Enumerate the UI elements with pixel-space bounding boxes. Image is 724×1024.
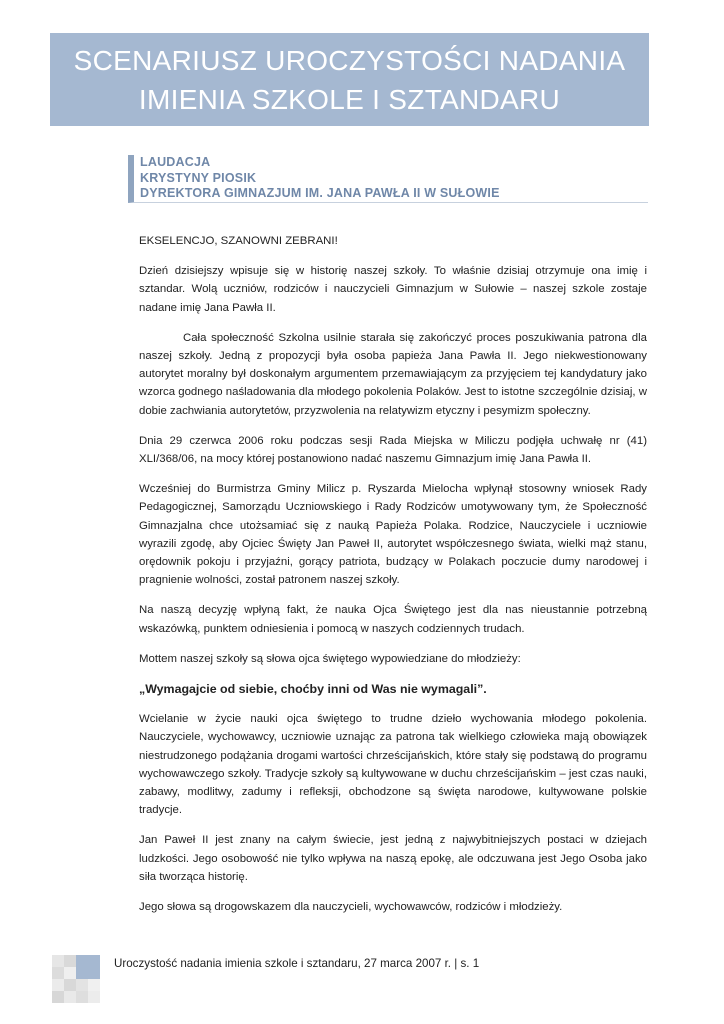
subtitle-author: KRYSTYNY PIOSIK	[140, 170, 257, 185]
subtitle-position: DYREKTORA GIMNAZJUM IM. JANA PAWŁA II W SUŁOWIE	[140, 186, 500, 200]
title-line-2: IMIENIA SZKOLE I SZTANDARU	[138, 83, 561, 115]
document-body	[139, 232, 647, 928]
paragraph-4: Wcześniej do Burmistrza Gminy Milicz p. Ryszarda Mielocha wpłynął stosowny wniosek Rady Pedagogicznej, Samorządu Uczniowskiego i Rady Rodziców umotywowany tym, że Społeczność Gimnazjalna chce utożsamiać się z nauką Papieża Polaka. Rodzice, Nauczyciele i uczniowie wyrazili zgodę, aby Ojciec Święty Jan Paweł II, autorytet współczesnego świata, wielki mąż stanu, orędownik pokoju i przyjaźni, gorący patriota, budzący w Polakach poczucie dumy narodowej i pragnienie wolności, został patronem naszej szkoły.	[139, 483, 647, 587]
page-footer	[52, 955, 652, 985]
footer-text: Uroczystość nadania imienia szkole i sztandaru, 27 marca 2007 r. | s. 1	[114, 957, 480, 970]
footer-accent-block	[76, 955, 100, 979]
greeting: EKSELENCJO, SZANOWNI ZEBRANI!	[139, 235, 338, 247]
title-line-1: SCENARIUSZ UROCZYSTOŚCI NADANIA	[73, 44, 626, 76]
school-motto: „Wymagajcie od siebie, choćby inni od Was nie wymagali”.	[139, 682, 487, 697]
paragraph-8: Jan Paweł II jest znany na całym świecie, jest jedną z najwybitniejszych postaci w dziejach ludzkości. Jego osobowość nie tylko wpływa na naszą epokę, ale odczuwana jest Jego Osoba jako siła tworząca historię.	[139, 834, 647, 883]
section-subtitle	[128, 155, 648, 203]
paragraph-3: Dnia 29 czerwca 2006 roku podczas sesji Rada Miejska w Miliczu podjęła uchwałę nr (41) XLI/368/06, na mocy której postanowiono nadać naszemu Gimnazjum imię Jana Pawła II.	[139, 434, 647, 466]
paragraph-5: Na naszą decyzję wpłyną fakt, że nauka Ojca Świętego jest dla nas nieustannie potrzebną wskazówką, punktem odniesienia i pomocą w naszych codziennych trudach.	[139, 604, 647, 635]
paragraph-2: Cała społeczność Szkolna usilnie starała się zakończyć proces poszukiwania patrona dla naszej szkoły. Jedną z propozycji była osoba papieża Jana Pawła II. Jego niekwestionowany autorytet moralny był doskonałym argumentem przemawiającym za przyjęciem tej kandydatury jako wzorca godnego naśladowania dla młodego pokolenia Polaków. Jest to istotne szczególnie dzisiaj, w dobie zachwiania autorytetów, przyzwolenia na relatywizm etyczny i pesymizm społeczny.	[139, 331, 647, 417]
paragraph-1: Dzień dzisiejszy wpisuje się w historię naszej szkoły. To właśnie dzisiaj otrzymuje ona imię i sztandar. Wolą uczniów, rodziców i nauczycieli Gimnazjum w Sułowie – naszej szkole zostaje nadane imię Jana Pawła II.	[139, 265, 647, 314]
paragraph-7: Wcielanie w życie nauki ojca świętego to trudne dzieło wychowania młodego pokolenia. Nauczyciele, wychowawcy, uczniowie uznając za patrona tak wielkiego człowieka mają obowiązek niestrudzonego podążania drogami wartości chrześcijańskich, które stały się podstawą do programu wychowawczego szkoły. Tradycje szkoły są kultywowane w duchu chrześcijańskim – jest czas nauki, zabawy, modlitwy, zadumy i refleksji, obchodzone są święta narodowe, kultywowane polskie tradycje.	[139, 713, 647, 817]
document-title-banner	[50, 33, 649, 126]
paragraph-6: Mottem naszej szkoły są słowa ojca świętego wypowiedziane do młodzieży:	[139, 652, 521, 665]
paragraph-9: Jego słowa są drogowskazem dla nauczycieli, wychowawców, rodziców i młodzieży.	[139, 901, 563, 914]
subtitle-laudacja: LAUDACJA	[140, 155, 211, 169]
